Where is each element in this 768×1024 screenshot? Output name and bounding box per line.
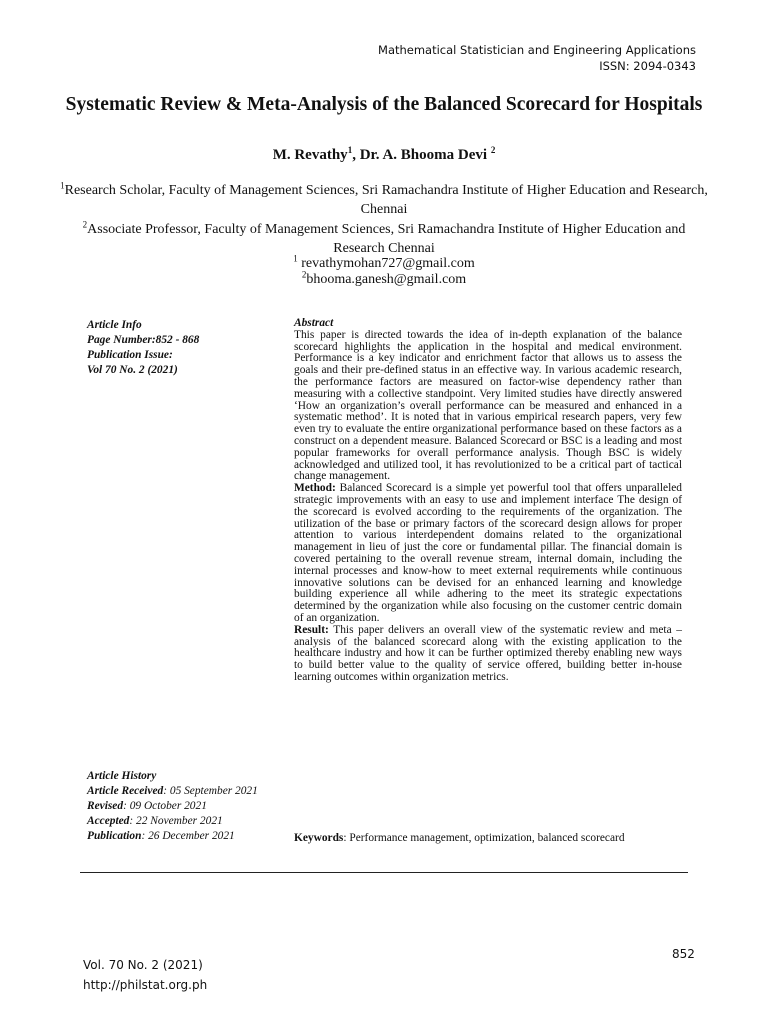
accepted-label: Accepted xyxy=(87,815,130,827)
affiliation-2-sup: 2 xyxy=(82,219,88,230)
keywords-value: : Performance management, optimization, balanced scorecard xyxy=(343,832,625,844)
article-publication xyxy=(87,829,287,844)
email-1-text: revathymohan727@gmail.com xyxy=(301,256,475,271)
accepted-value: : 22 November 2021 xyxy=(129,815,223,827)
publication-label: Publication xyxy=(87,830,142,842)
affiliation-2 xyxy=(60,220,708,258)
method-label: Method: xyxy=(294,482,336,495)
result-label: Result: xyxy=(294,623,329,636)
page-number-label: Page Number: xyxy=(87,334,156,346)
email-2 xyxy=(60,269,708,288)
page-number-value: 852 - 868 xyxy=(155,334,200,346)
author-emails xyxy=(60,253,708,288)
journal-header xyxy=(378,42,696,74)
email-2-text: bhooma.ganesh@gmail.com xyxy=(306,272,467,287)
author-1-sup: 1 xyxy=(347,145,353,155)
issn: ISSN: 2094-0343 xyxy=(599,59,696,73)
affiliation-1-text: Research Scholar, Faculty of Management Sciences, Sri Ramachandra Institute of Higher Education and Research, Chennai xyxy=(64,183,708,217)
method-text: Balanced Scorecard is a simple yet powerful tool that offers unparalleled strategic improvements with an easy to use and implement interface The design of the scorecard is evolved according to the requirements of the organization. The utilization of the base or primary factors of the scorecard design allows for proper attention to various interdependent domains related to the organizational management in lieu of just the core or fundamental pillar. The financial domain is covered pertaining to the overall revenue stream, internal domain, including the internal processes and know-how to meet external requirements while continuous innovative solutions can be devised for an enhanced learning and knowledge building experience all while adhering to the meet its strategic expectations determined by the organization while also focusing on the customer centric domain of an organization. xyxy=(294,482,682,624)
journal-name: Mathematical Statistician and Engineering Applications xyxy=(378,43,696,57)
revised-value: : 09 October 2021 xyxy=(123,800,207,812)
article-revised xyxy=(87,799,287,814)
article-history-heading: Article History xyxy=(87,770,157,782)
author-line: M. Revathy$^1$, Dr. A. Bhooma Devi $^2$ xyxy=(272,145,496,163)
received-value: : 05 September 2021 xyxy=(163,785,258,797)
section-divider xyxy=(80,872,688,873)
affiliation-1 xyxy=(60,181,708,219)
article-info xyxy=(87,318,287,378)
keywords xyxy=(294,832,625,844)
result-text: This paper delivers an overall view of the systematic review and meta – analysis of the balanced scorecard along with the existing application to the healthcare industry and how it can be further optimized thereby enabling new ways to build better value to the quality of service offered, building better in-house learning outcomes within organization metrics. xyxy=(294,623,682,683)
paper-title: Systematic Review & Meta-Analysis of the Balanced Scorecard for Hospitals xyxy=(65,94,703,115)
footer-url[interactable]: http://philstat.org.ph xyxy=(83,978,208,992)
article-history xyxy=(87,769,287,844)
email-2-sup: 2 xyxy=(301,269,307,280)
abstract-body: This paper is directed towards the idea of in-depth explanation of the balance scorecard highlights the application in the hospital and medical environment. Performance is a key indicator and enrichment factor that allows us to assess the goals and their pre-defined status in an effective way. In various academic research, the performance factors are measured on factor-wise dependency rather than measuring with a collective standpoint. Very limited studies have directly answered ‘How an organization’s overall performance can be measured and enhanced in a systematic method’. It is noted that in various empirical research papers, very few even try to evaluate the entire organizational performance based on these factors as a construct on a dependent measure. Balanced Scorecard or BSC is a leading and most popular frameworks for overall performance analysis. Though BSC is widely acknowledged and utilized tool, it has revolutionized to be a critical part of tactical change management. xyxy=(294,328,682,483)
author-2-sup: 2 xyxy=(490,145,496,155)
article-accepted xyxy=(87,814,287,829)
email-1-sup: 1 xyxy=(293,253,298,264)
affiliation-1-sup: 1 xyxy=(60,180,65,191)
publication-value: : 26 December 2021 xyxy=(141,830,235,842)
publication-issue-label: Publication Issue: xyxy=(87,349,173,361)
keywords-label: Keywords xyxy=(294,832,344,844)
revised-label: Revised xyxy=(87,800,124,812)
author-2: Dr. A. Bhooma Devi xyxy=(359,147,488,163)
page-number-footer: 852 xyxy=(672,947,695,961)
footer-volume: Vol. 70 No. 2 (2021) xyxy=(83,958,203,972)
article-received xyxy=(87,784,287,799)
abstract-method xyxy=(294,483,682,625)
abstract-heading: Abstract xyxy=(294,317,334,329)
email-1 xyxy=(60,253,708,272)
abstract xyxy=(294,318,682,684)
abstract-result xyxy=(294,625,682,684)
page-number xyxy=(87,333,287,348)
footer xyxy=(83,955,207,995)
received-label: Article Received xyxy=(87,785,164,797)
author-1: M. Revathy xyxy=(272,147,348,163)
affiliation-2-text: Associate Professor, Faculty of Management Sciences, Sri Ramachandra Institute of Higher Education and Research Chennai xyxy=(87,222,686,256)
article-info-heading: Article Info xyxy=(87,319,142,331)
publication-issue-value: Vol 70 No. 2 (2021) xyxy=(87,364,178,376)
